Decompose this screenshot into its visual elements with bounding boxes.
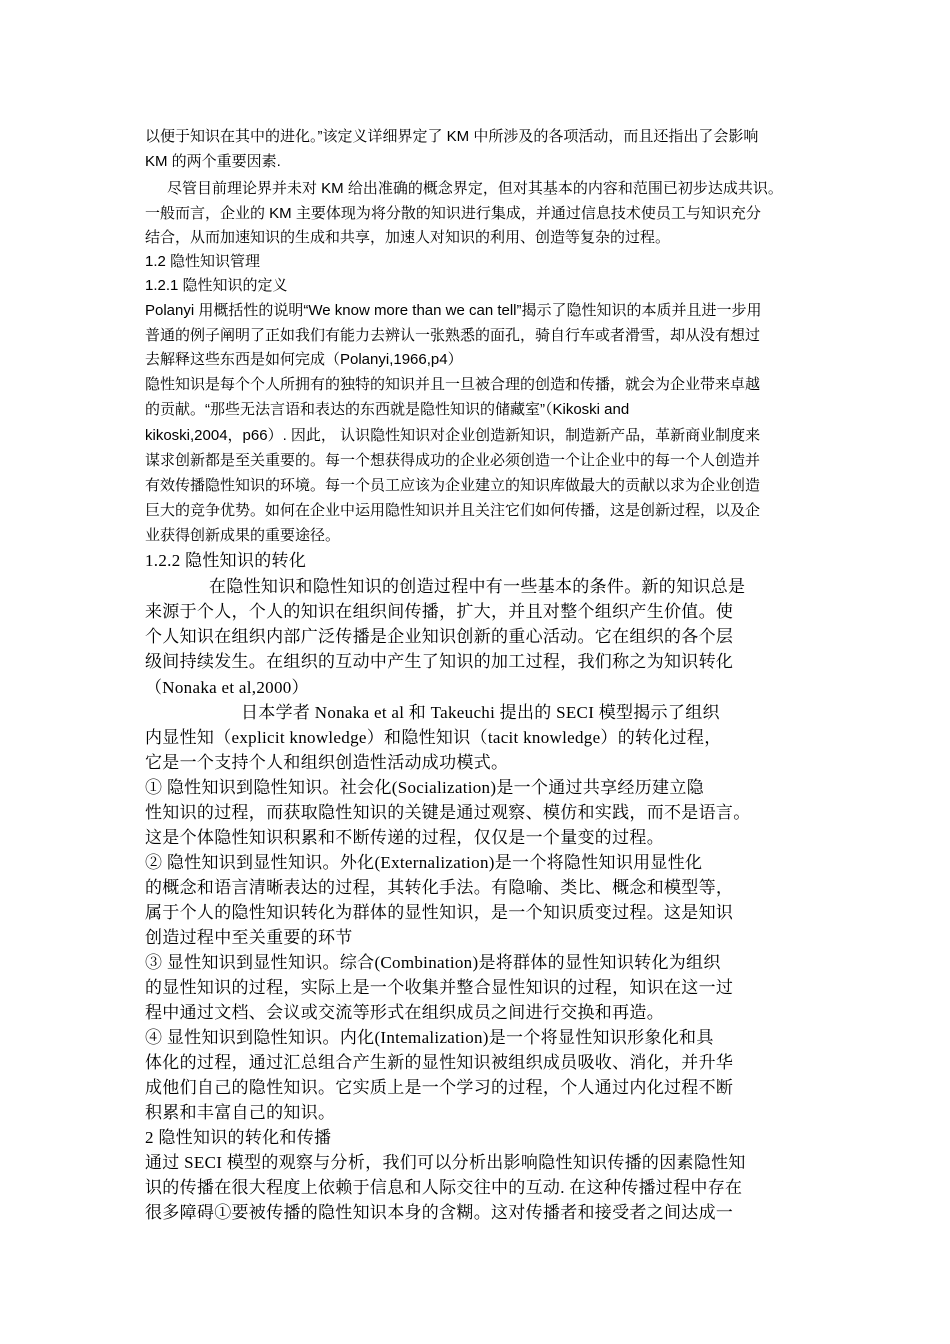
text-line: 谋求创新都是至关重要的。每一个想获得成功的企业必须创造一个让企业中的每一个人创造并 — [145, 452, 761, 469]
subsection-heading: 1.2.1 隐性知识的定义 — [145, 277, 288, 294]
list-item: ② 隐性知识到显性知识。外化(Externalization)是一个将隐性知识用显性化 — [145, 853, 703, 872]
list-item: ③ 显性知识到显性知识。综合(Combination)是将群体的显性知识转化为组织 — [145, 953, 721, 972]
text-line: 日本学者 Nonaka et al 和 Takeuchi 提出的 SECI 模型揭示了组织 — [241, 703, 720, 722]
text-line: 性知识的过程，而获取隐性知识的关键是通过观察、模仿和实践，而不是语言。 — [145, 803, 751, 822]
text-line: 在隐性知识和隐性知识的创造过程中有一些基本的条件。新的知识总是 — [209, 577, 746, 596]
text-line: KM 的两个重要因素. — [145, 153, 281, 170]
text-line: Polanyi 用概括性的说明“We know more than we can tell”揭示了隐性知识的本质并且进一步用 — [145, 302, 762, 319]
text-line: 隐性知识是每个个人所拥有的独特的知识并且一旦被合理的创造和传播，就会为企业带来卓越 — [145, 376, 761, 393]
text-line: 巨大的竞争优势。如何在企业中运用隐性知识并且关注它们如何传播，这是创新过程，以及企 — [145, 502, 761, 519]
text-line: 成他们自己的隐性知识。它实质上是一个学习的过程，个人通过内化过程不断 — [145, 1078, 734, 1097]
text-line: 通过 SECI 模型的观察与分析，我们可以分析出影响隐性知识传播的因素隐性知 — [145, 1153, 746, 1172]
text-line: 属于个人的隐性知识转化为群体的显性知识，是一个知识质变过程。这是知识 — [145, 903, 734, 922]
text-line: 识的传播在很大程度上依赖于信息和人际交往中的互动. 在这种传播过程中存在 — [145, 1178, 743, 1197]
text-line: 去解释这些东西是如何完成（Polanyi,1966,p4） — [145, 351, 463, 368]
subsection-heading: 1.2.2 隐性知识的转化 — [145, 551, 307, 570]
text-line: （Nonaka et al,2000） — [145, 678, 309, 697]
text-line: 的显性知识的过程，实际上是一个收集并整合显性知识的过程，知识在这一过 — [145, 978, 734, 997]
text-line: 的概念和语言清晰表达的过程，其转化手法。有隐喻、类比、概念和模型等， — [145, 878, 734, 897]
section-heading: 2 隐性知识的转化和传播 — [145, 1128, 332, 1147]
text-line: 的贡献。“那些无法言语和表达的东西就是隐性知识的储藏室”（Kikoski and — [145, 401, 630, 418]
text-line: 内显性知（explicit knowledge）和隐性知识（tacit knowledge）的转化过程， — [145, 728, 722, 747]
text-line: 级间持续发生。在组织的互动中产生了知识的加工过程，我们称之为知识转化 — [145, 652, 734, 671]
section-heading: 1.2 隐性知识管理 — [145, 253, 261, 270]
text-line: 创造过程中至关重要的环节 — [145, 928, 353, 947]
text-line: 体化的过程，通过汇总组合产生新的显性知识被组织成员吸收、消化，并升华 — [145, 1053, 734, 1072]
text-line: 有效传播隐性知识的环境。每一个员工应该为企业建立的知识库做最大的贡献以求为企业创造 — [145, 477, 761, 494]
list-item: ① 隐性知识到隐性知识。社会化(Socialization)是一个通过共享经历建立隐 — [145, 778, 704, 797]
text-line: 个人知识在组织内部广泛传播是企业知识创新的重心活动。它在组织的各个层 — [145, 627, 734, 646]
text-line: 积累和丰富自己的知识。 — [145, 1103, 336, 1122]
text-line: 结合，从而加速知识的生成和共享，加速人对知识的利用、创造等复杂的过程。 — [145, 229, 671, 246]
list-item: ④ 显性知识到隐性知识。内化(Intemalization)是一个将显性知识形象化和具 — [145, 1028, 714, 1047]
text-line: 这是个体隐性知识积累和不断传递的过程，仅仅是一个量变的过程。 — [145, 828, 664, 847]
text-line: 尽管目前理论界并未对 KM 给出准确的概念界定，但对其基本的内容和范围已初步达成共识。 — [167, 180, 783, 197]
text-line: kikoski,2004，p66）. 因此， 认识隐性知识对企业创造新知识，制造新产品，革新商业制度来 — [145, 427, 761, 444]
text-line: 很多障碍①要被传播的隐性知识本身的含糊。这对传播者和接受者之间达成一 — [145, 1203, 734, 1222]
text-line: 一般而言，企业的 KM 主要体现为将分散的知识进行集成，并通过信息技术使员工与知识充分 — [145, 205, 761, 222]
text-line: 业获得创新成果的重要途径。 — [145, 527, 341, 544]
text-line: 程中通过文档、会议或交流等形式在组织成员之间进行交换和再造。 — [145, 1003, 664, 1022]
text-line: 以便于知识在其中的进化。”该定义详细界定了 KM 中所涉及的各项活动，而且还指出了会影响 — [145, 128, 759, 145]
text-line: 它是一个支持个人和组织创造性活动成功模式。 — [145, 753, 509, 772]
text-line: 来源于个人，个人的知识在组织间传播，扩大，并且对整个组织产生价值。使 — [145, 602, 734, 621]
text-line: 普通的例子阐明了正如我们有能力去辨认一张熟悉的面孔，骑自行车或者滑雪，却从没有想过 — [145, 327, 761, 344]
